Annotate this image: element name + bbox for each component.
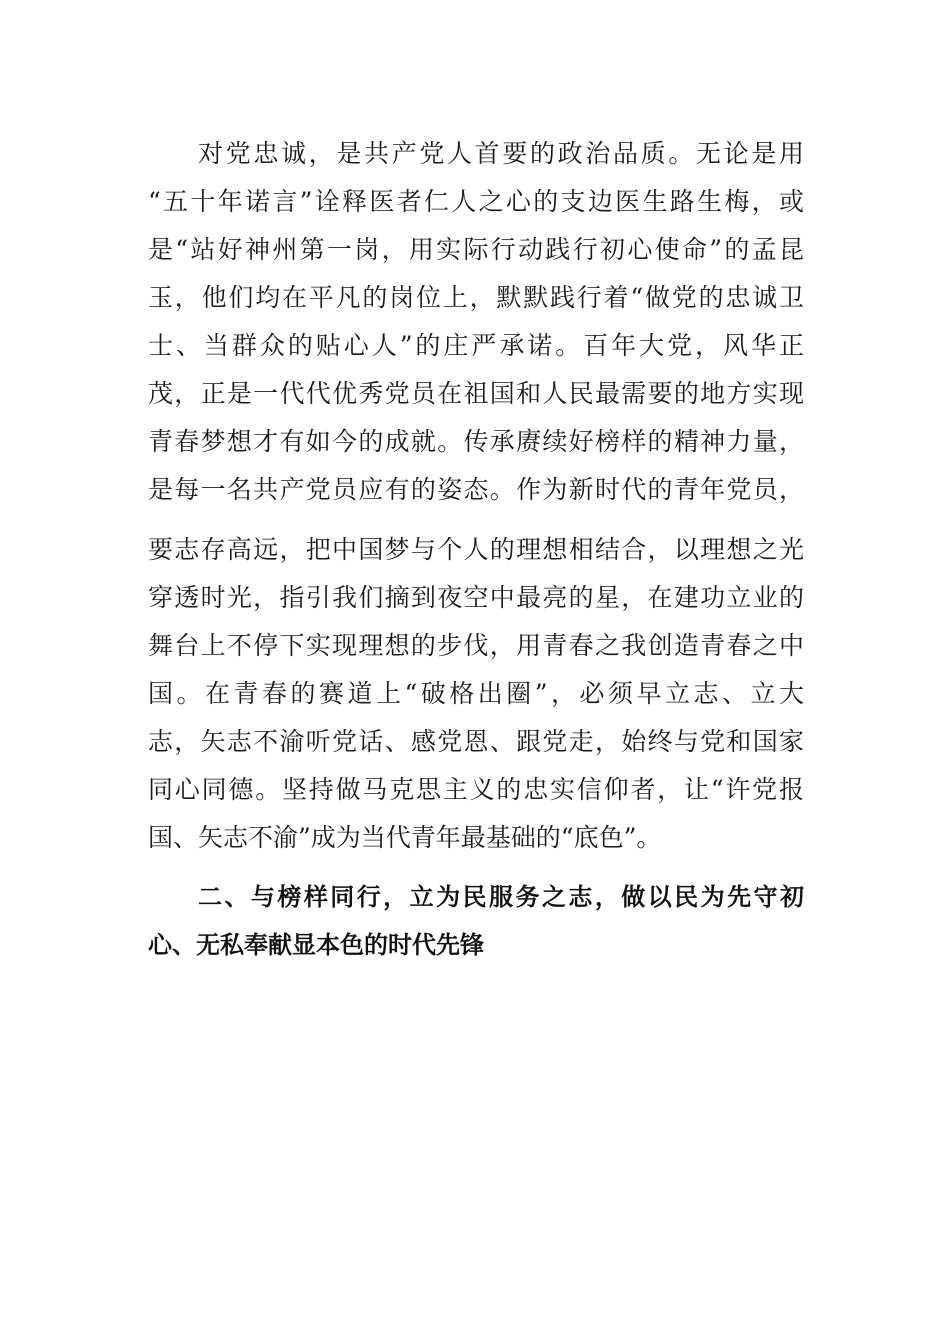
paragraph-line: 舞台上不停下实现理想的步伐，用青春之我创造青春之中 <box>148 631 804 660</box>
paragraph-line: 穿透时光，指引我们摘到夜空中最亮的星，在建功立业的 <box>148 583 804 612</box>
paragraph-line: 玉，他们均在平凡的岗位上，默默践行着“做党的忠诚卫 <box>148 283 804 312</box>
paragraph-line: 志，矢志不渝听党话、感党恩、跟党走，始终与党和国家 <box>148 727 804 756</box>
paragraph-line: 对党忠诚，是共产党人首要的政治品质。无论是用 <box>198 139 804 168</box>
paragraph-line: “五十年诺言”诠释医者仁人之心的支边医生路生梅，或 <box>148 187 804 216</box>
paragraph-line: 要志存高远，把中国梦与个人的理想相结合，以理想之光 <box>148 535 804 564</box>
section-heading-line: 二、与榜样同行，立为民服务之志，做以民为先守初 <box>198 883 804 911</box>
paragraph-line: 国。在青春的赛道上“破格出圈”，必须早立志、立大 <box>148 679 804 708</box>
section-heading-line: 心、无私奉献显本色的时代先锋 <box>148 931 484 959</box>
paragraph-line: 同心同德。坚持做马克思主义的忠实信仰者，让“许党报 <box>148 775 804 804</box>
paragraph-line: 士、当群众的贴心人”的庄严承诺。百年大党，风华正 <box>148 331 804 360</box>
paragraph-line: 是“站好神州第一岗，用实际行动践行初心使命”的孟昆 <box>148 235 804 264</box>
paragraph-line: 国、矢志不渝”成为当代青年最基础的“底色”。 <box>148 823 662 852</box>
paragraph-line: 青春梦想才有如今的成就。传承赓续好榜样的精神力量， <box>148 427 804 456</box>
paragraph-line: 茂，正是一代代优秀党员在祖国和人民最需要的地方实现 <box>148 379 804 408</box>
paragraph-line: 是每一名共产党员应有的姿态。作为新时代的青年党员， <box>148 475 804 504</box>
